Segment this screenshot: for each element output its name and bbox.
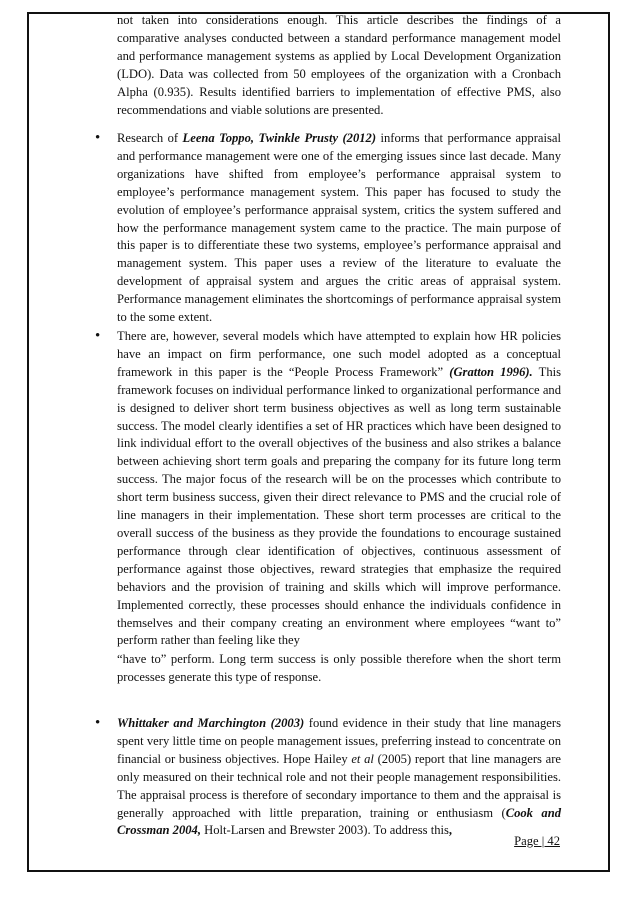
bullet-icon	[95, 130, 103, 138]
paragraph-toppo-prusty	[117, 130, 561, 327]
citation: (Gratton 1996).	[449, 364, 533, 379]
bullet-icon	[95, 715, 103, 723]
paragraph-ldo-study	[117, 12, 561, 119]
paragraph-have-to	[117, 651, 561, 687]
text-run-italic: et al	[351, 751, 374, 766]
text-run: (2005) report that line managers are only measured on their technical role and not their people management responsibilities. The appraisal process is therefore of secondary importance to them and the appraisal is generally approached with little preparation, training or enthusiasm (	[117, 751, 561, 820]
page-number: Page | 42	[514, 834, 560, 848]
paragraph-people-process	[117, 328, 561, 650]
citation: Cook and Crossman 2004,	[117, 805, 561, 838]
text-run: ,	[448, 823, 453, 838]
text-run: This framework focuses on individual performance linked to organizational performance and is designed to deliver short term business objectives as well as long term sustainable success. The model clearly identifies a set of HR practices which have been designed to link individual effort to the overall objectives of the business and also strikes a balance between achieving short term goals and preparing the company for its future long term success. The major focus of the research will be on the processes which contribute to short term business success, given their direct relevance to PMS and the crucial role of line managers in their implementation. These short term processes are critical to the overall success of the business as they provide the foundations to encourage sustained performance through clear identification of objectives, continuous assessment of performance against those objectives, reward strategies that emphasize the required behaviors and the provision of training and skills which will improve performance. Implemented correctly, these processes should enhance the individuals confidence in themselves and their company creating an environment where employees “want to” perform rather than feeling like they	[117, 364, 562, 648]
text-run: found evidence in their study that line managers spent very little time on people management issues, preferring instead to concentrate on financial or business objectives. Hope Hailey	[117, 716, 561, 766]
text-run: Holt-Larsen and Brewster 2003). To address this	[200, 823, 449, 838]
text-run: “have to” perform. Long term success is only possible therefore when the short term processes generate this type of response.	[117, 652, 561, 684]
text-run: informs that performance appraisal and performance management were one of the emerging issues since last decade. Many organizations have shifted from employee’s performance appraisal system to employee’s performance management system. This paper has focused to study the evolution of employee’s performance appraisal system, critics the system suffered and how the performance management system came to the practice. The main purpose of this paper is to differentiate these two systems, employee’s performance appraisal and management system. This paper uses a review of the literature to evaluate the development of appraisal system and argues the critic areas of appraisal system. Performance management eliminates the shortcomings of performance appraisal system to the some extent.	[117, 131, 561, 325]
citation-authors: Whittaker and Marchington (2003)	[117, 716, 305, 730]
paragraph-whittaker	[117, 715, 561, 840]
text-run: Research of	[117, 131, 183, 145]
bullet-icon	[95, 328, 103, 336]
paragraph-body: comparative analyses conducted between a standard performance management model and performance management systems as applied by Local Development Organization (LDO). Data was collected from 50 employees of the organization with a Cronbach Alpha (0.935). Results identified barriers to implementation of effective PMS, also recommendations and viable solutions are presented.	[117, 30, 561, 117]
text-run: There are, however, several models which have attempted to explain how HR policies have an impact on firm performance, one such model adopted as a conceptual framework in this paper is the “People Process Framework”	[117, 329, 561, 379]
citation-authors: Leena Toppo, Twinkle Prusty (2012)	[182, 131, 377, 145]
paragraph-first-line: not taken into considerations enough. This article describes the findings of a	[117, 13, 561, 27]
